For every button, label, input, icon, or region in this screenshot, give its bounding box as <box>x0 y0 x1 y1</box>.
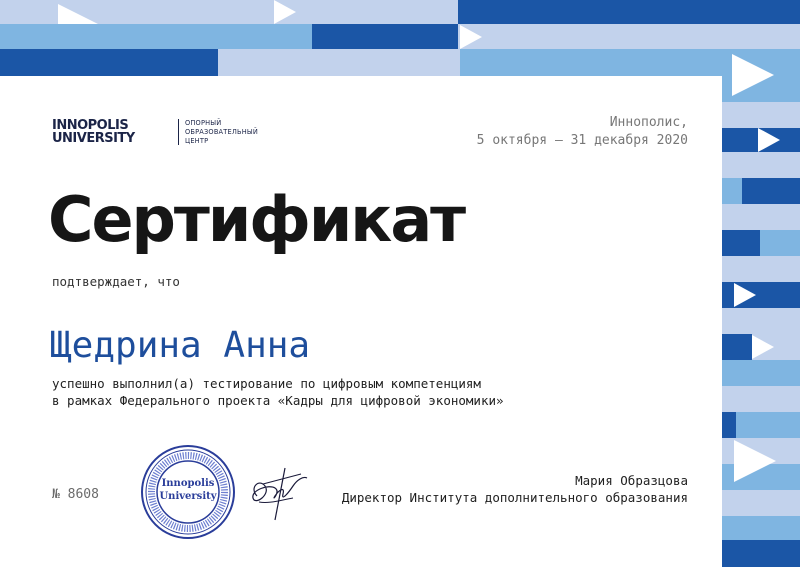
logo-subtitle-line-3: ЦЕНТР <box>185 137 209 145</box>
university-seal <box>140 444 236 540</box>
deco-block <box>272 0 458 24</box>
certificate-title: Сертификат <box>48 183 465 256</box>
deco-block <box>742 178 800 204</box>
place-city: Иннополис, <box>609 115 688 130</box>
deco-block <box>312 24 458 49</box>
signature-graphic <box>245 462 315 524</box>
logo-line-2: UNIVERSITY <box>52 131 135 146</box>
deco-block <box>722 540 800 567</box>
arrow-right-icon <box>734 283 756 307</box>
deco-block <box>458 24 800 49</box>
deco-block <box>722 178 742 204</box>
deco-block <box>722 256 800 282</box>
deco-block <box>722 490 800 516</box>
logo-line-1: INNOPOLIS <box>52 118 129 133</box>
signatory-position: Директор Института дополнительного образования <box>341 490 688 505</box>
description-line-1: успешно выполнил(а) тестирование по цифровым компетенциям <box>52 376 481 391</box>
deco-block <box>722 360 800 386</box>
deco-block <box>736 412 800 438</box>
seal-text-line-1: Innopolis <box>161 478 215 489</box>
deco-block <box>760 230 800 256</box>
confirm-text: подтверждает, что <box>52 274 180 289</box>
logo-subtitle-line-1: ОПОРНЫЙ <box>185 119 222 127</box>
logo-subtitle-line-2: ОБРАЗОВАТЕЛЬНЫЙ <box>185 128 259 136</box>
arrow-right-icon <box>460 25 482 49</box>
arrow-right-icon <box>758 128 780 152</box>
deco-block <box>0 0 272 24</box>
place-dates: 5 октября — 31 декабря 2020 <box>476 133 688 148</box>
description-line-2: в рамках Федерального проекта «Кадры для цифровой экономики» <box>52 393 504 408</box>
recipient-name: Щедрина Анна <box>50 325 311 366</box>
arrow-right-icon <box>274 0 296 24</box>
deco-block <box>722 334 752 360</box>
deco-block <box>722 152 800 178</box>
deco-block <box>722 102 800 128</box>
deco-block <box>722 412 736 438</box>
logo-divider <box>178 119 179 145</box>
deco-block <box>722 516 800 540</box>
deco-block <box>0 24 312 49</box>
deco-block <box>458 0 800 24</box>
innopolis-logo <box>52 117 282 149</box>
arrow-right-icon <box>752 335 774 359</box>
deco-block <box>722 386 800 412</box>
certificate-number: № 8608 <box>52 487 99 502</box>
deco-block <box>722 204 800 230</box>
signature <box>245 462 315 524</box>
deco-block <box>722 230 760 256</box>
arrow-right-icon <box>732 54 774 96</box>
deco-block <box>0 49 218 76</box>
arrow-right-icon <box>734 440 776 482</box>
seal-text-line-2: University <box>159 491 217 502</box>
signatory-name: Мария Образцова <box>575 473 688 488</box>
deco-block <box>218 49 460 76</box>
deco-block <box>722 308 800 334</box>
